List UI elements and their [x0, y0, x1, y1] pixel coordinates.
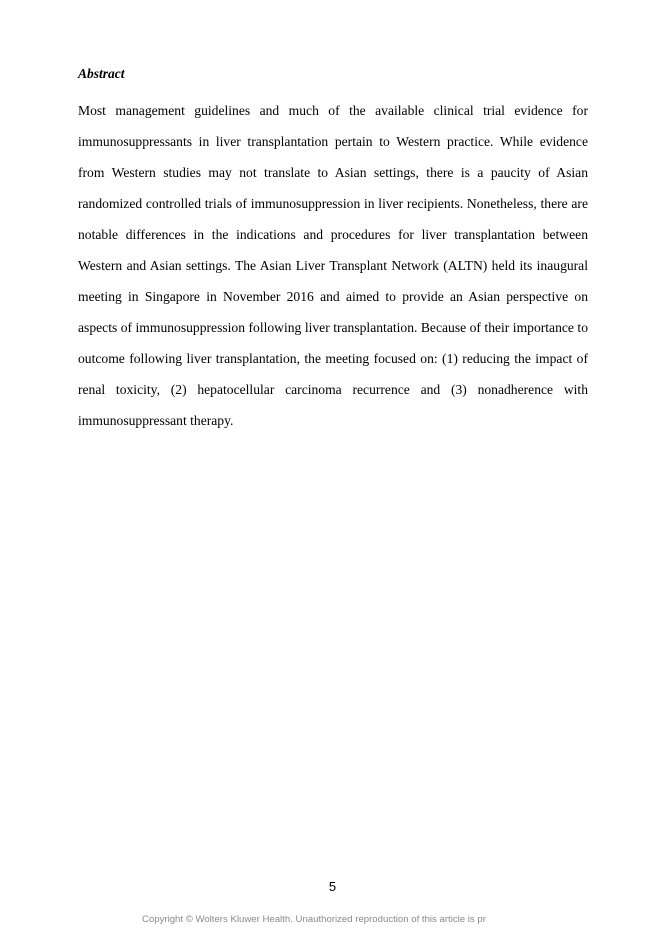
abstract-paragraph: Most management guidelines and much of the available clinical trial evidence for immunosuppressants in liver transplantation pertain to Western practice. While evidence from Western studies may not translate to Asian settings, there is a paucity of Asian randomized controlled trials of immunosuppression in liver recipients. Nonetheless, there are notable differences in the indications and procedures for liver transplantation between Western and Asian settings. The Asian Liver Transplant Network (ALTN) held its inaugural meeting in Singapore in November 2016 and aimed to provide an Asian perspective on aspects of immunosuppression following liver transplantation. Because of their importance to outcome following liver transplantation, the meeting focused on: (1) reducing the impact of renal toxicity, (2) hepatocellular carcinoma recurrence and (3) nonadherence with immunosuppressant therapy.	[78, 103, 588, 428]
copyright-footer: Copyright © Wolters Kluwer Health. Unauthorized reproduction of this article is pr	[142, 914, 486, 925]
section-heading: Abstract	[78, 66, 125, 81]
page-number: 5	[328, 879, 337, 894]
